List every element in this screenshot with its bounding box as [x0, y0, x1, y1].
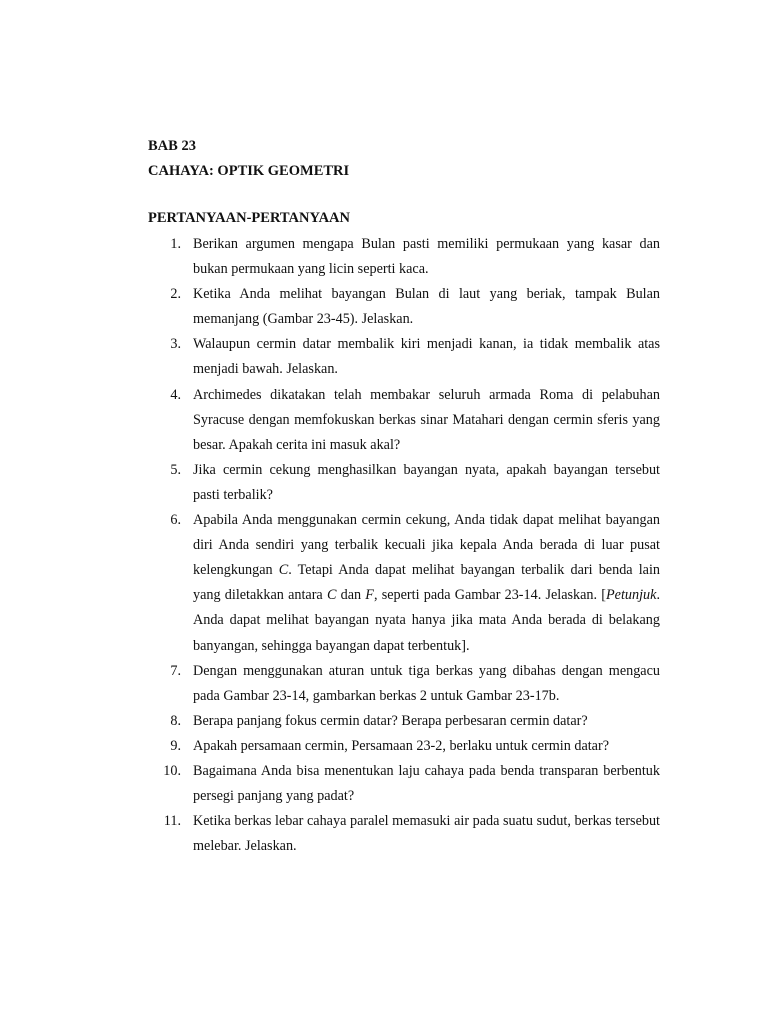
question-item: [148, 232, 660, 282]
question-number: 8.: [170, 712, 181, 729]
question-item: [148, 659, 660, 709]
question-text: Ketika berkas lebar cahaya paralel memasuki air pada suatu sudut, berkas tersebut melebar. Jelaskan.: [193, 813, 660, 855]
question-text: Archimedes dikatakan telah membakar seluruh armada Roma di pelabuhan Syracuse dengan memfokuskan berkas sinar Matahari dengan cermin sferis yang besar. Apakah cerita ini masuk akal?: [193, 386, 660, 453]
question-item: [148, 458, 660, 508]
question-number: 5.: [170, 461, 181, 478]
question-text-part: . Anda dapat melihat bayangan nyata hanya jika mata Anda berada di belakang banyangan, sehingga bayangan dapat terbentuk].: [193, 587, 660, 654]
question-item: [148, 383, 660, 458]
question-item: [148, 759, 660, 809]
question-text: Berikan argumen mengapa Bulan pasti memiliki permukaan yang kasar dan bukan permukaan yang licin seperti kaca.: [193, 236, 660, 278]
question-text-part: , seperti pada Gambar 23-14. Jelaskan. [: [373, 587, 606, 604]
questions-list: [148, 232, 660, 859]
question-item: [148, 734, 660, 759]
question-number: 9.: [170, 737, 181, 754]
chapter-title: CAHAYA: OPTIK GEOMETRI: [148, 163, 350, 179]
question-text: [193, 508, 660, 659]
question-number: 6.: [170, 512, 181, 529]
question-item: [148, 508, 660, 659]
question-text-part: Apabila Anda menggunakan cermin cekung, Anda tidak dapat melihat bayangan diri Anda sendiri yang terbalik kecuali jika kepala Anda berada di luar pusat kelengkungan: [193, 512, 660, 579]
question-number: 3.: [170, 336, 181, 353]
question-text: Jika cermin cekung menghasilkan bayangan nyata, apakah bayangan tersebut pasti terbalik?: [193, 461, 660, 503]
chapter-number: BAB 23: [148, 138, 196, 154]
question-text: Walaupun cermin datar membalik kiri menjadi kanan, ia tidak membalik atas menjadi bawah. Jelaskan.: [193, 336, 660, 378]
question-number: 2.: [170, 286, 181, 303]
question-text: Ketika Anda melihat bayangan Bulan di laut yang beriak, tampak Bulan memanjang (Gambar 23-45). Jelaskan.: [193, 286, 660, 328]
question-item: [148, 809, 660, 859]
variable-c: C: [326, 587, 337, 604]
question-number: 7.: [170, 662, 181, 679]
question-text: Dengan menggunakan aturan untuk tiga berkas yang dibahas dengan mengacu pada Gambar 23-14, gambarkan berkas 2 untuk Gambar 23-17b.: [193, 662, 660, 704]
variable-c: C: [278, 562, 289, 579]
question-text: Apakah persamaan cermin, Persamaan 23-2, berlaku untuk cermin datar?: [193, 737, 609, 754]
question-number: 1.: [170, 236, 181, 252]
question-text-part: . Tetapi Anda dapat melihat bayangan terbalik dari benda lain yang diletakkan antara: [193, 562, 660, 604]
section-heading: PERTANYAAN-PERTANYAAN: [148, 210, 350, 226]
question-text-part: dan: [336, 587, 366, 604]
question-number: 11.: [163, 813, 181, 830]
variable-f: F: [365, 587, 374, 604]
question-item: [148, 332, 660, 382]
question-item: [148, 709, 660, 734]
question-item: [148, 282, 660, 332]
question-text: Bagaimana Anda bisa menentukan laju cahaya pada benda transparan berbentuk persegi panjang yang padat?: [193, 762, 660, 805]
question-text: Berapa panjang fokus cermin datar? Berapa perbesaran cermin datar?: [193, 712, 588, 729]
hint-label: Petunjuk: [606, 587, 657, 604]
page-content: [148, 134, 660, 859]
question-number: 4.: [170, 386, 181, 403]
question-number: 10.: [163, 762, 181, 779]
